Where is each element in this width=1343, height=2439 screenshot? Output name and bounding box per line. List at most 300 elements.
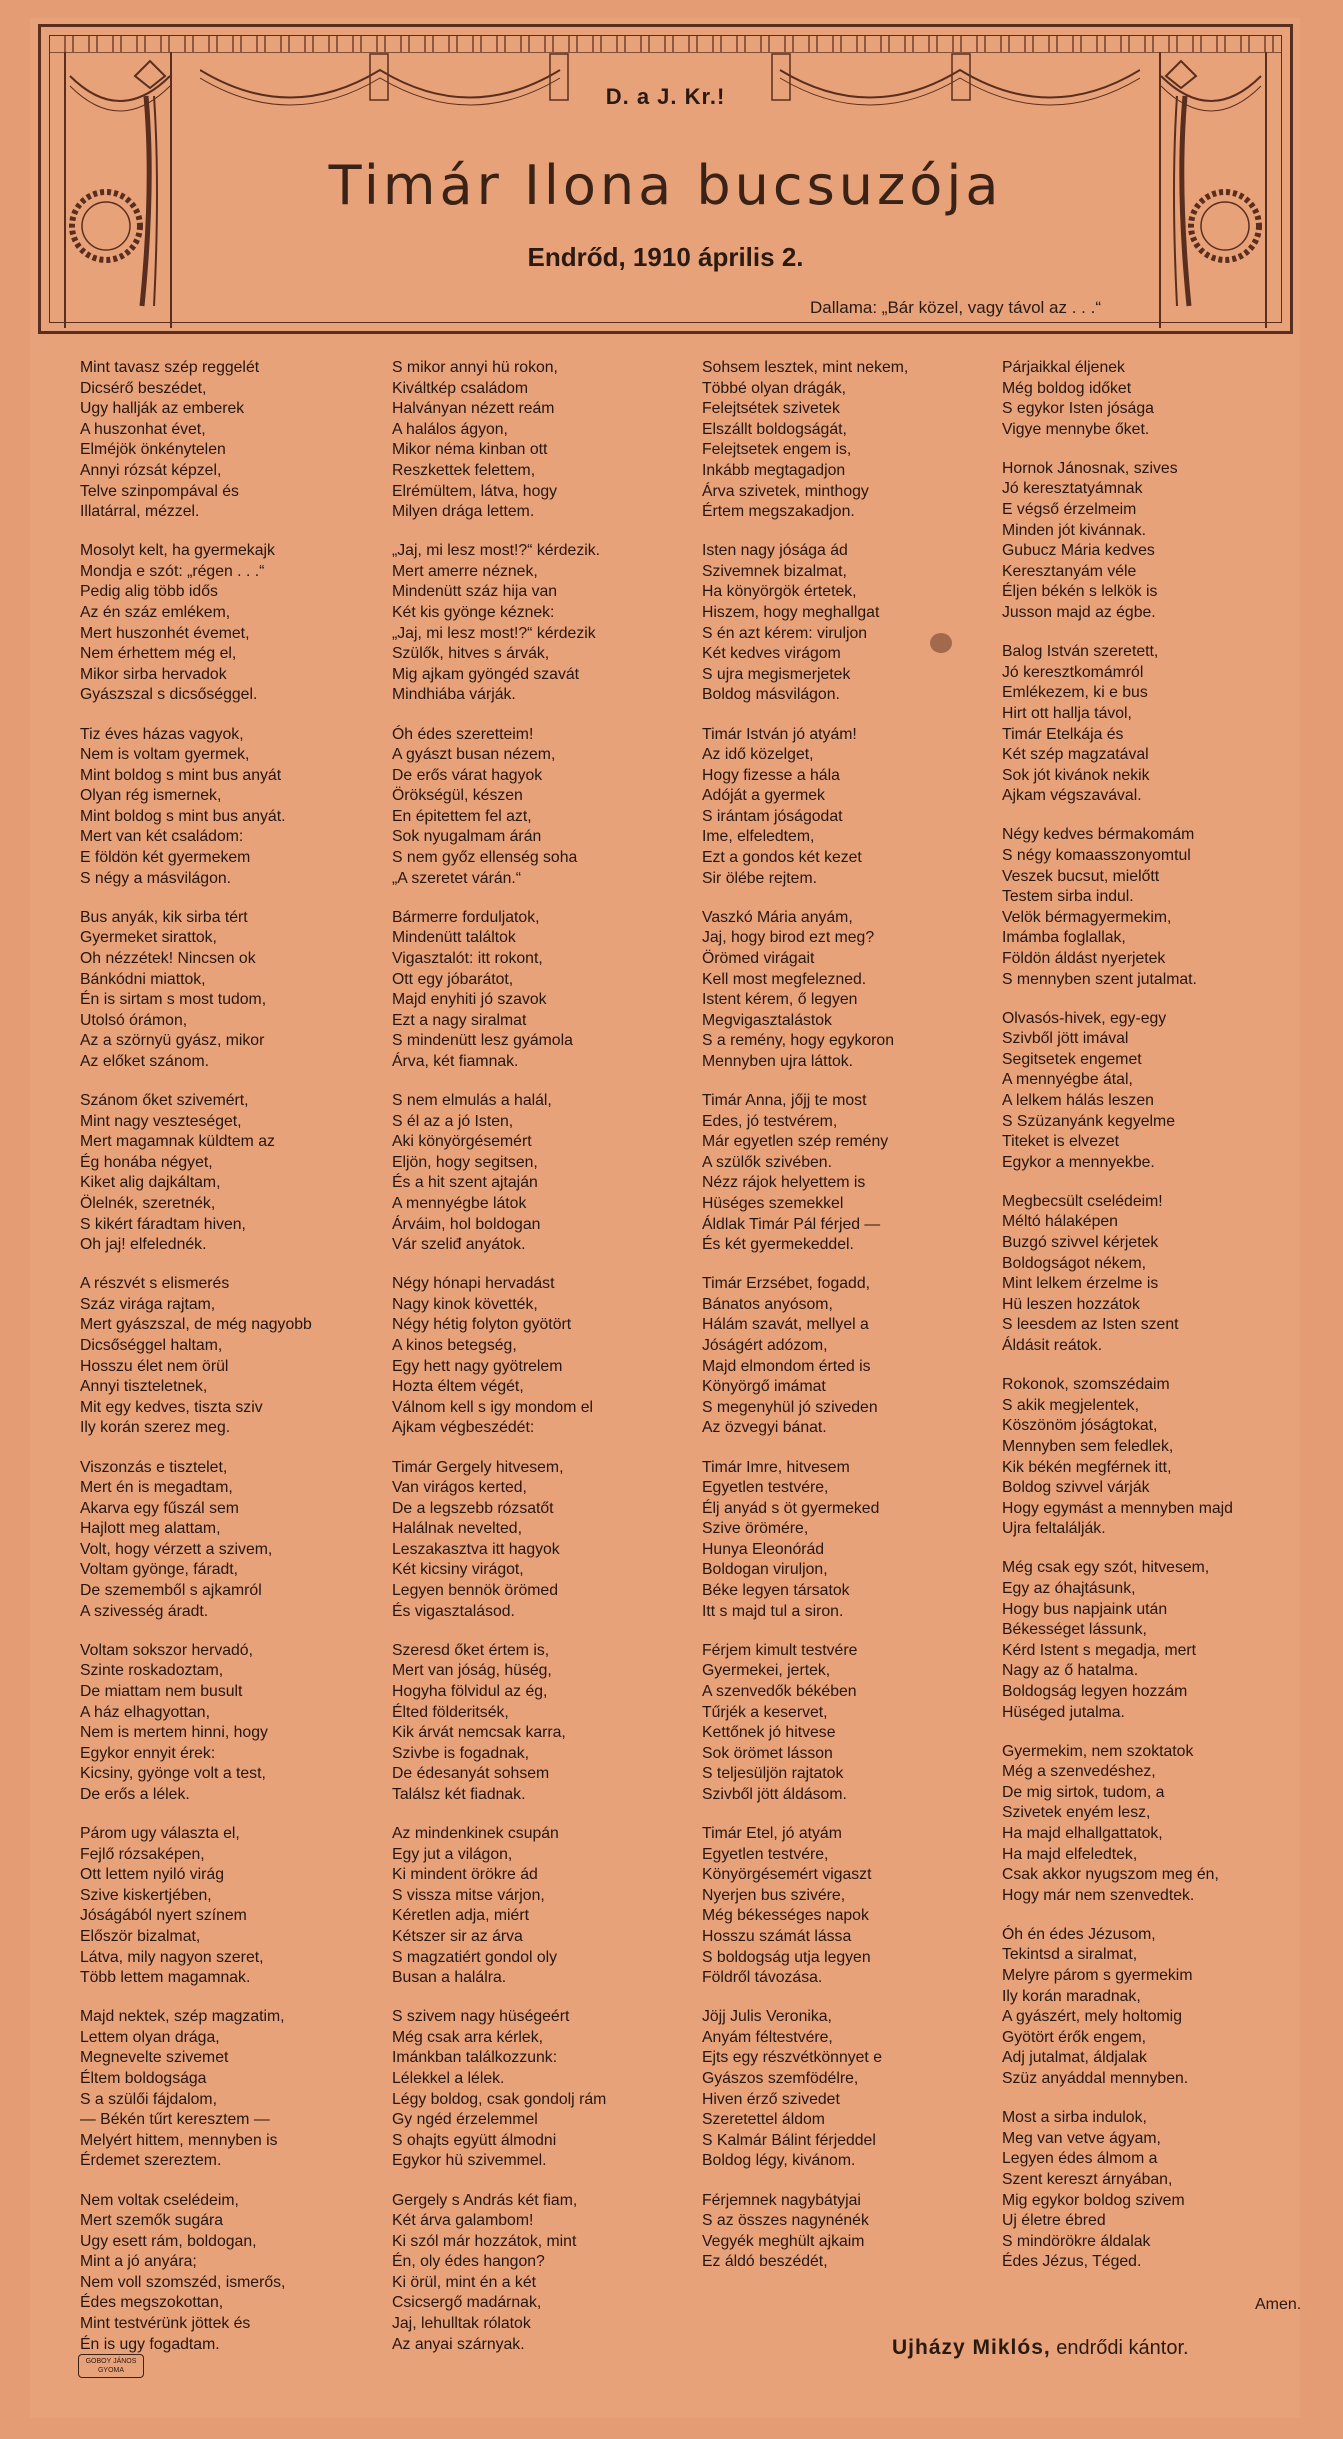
poem-line: Halálnak nevelted, [392,1520,522,1538]
stanza [1002,1925,1302,2090]
stanza [80,541,380,706]
poem-line: Kérd Istent s megadja, mert [1002,1641,1197,1659]
poem-line: S az összes nagynénék [702,2212,869,2230]
stanza [392,725,692,890]
poem-line: Egyetlen testvére, [702,1845,829,1863]
poem-line: De a legszebb rózsatőt [392,1499,554,1517]
poem-line: Szivbe is fogadnak, [392,1744,529,1762]
poem-line: S négy a másvilágon. [80,869,232,887]
poem-line: Melyért hittem, mennyben is [80,2131,278,2149]
ink-stain [930,633,952,653]
poem-line: Sohsem lesztek, mint nekem, [702,359,909,376]
poem-line: Mint boldog s mint bus anyát [80,766,282,784]
poem-line: Még csak egy szót, hitvesem, [1002,1559,1210,1577]
poem-line: Boldog légy, kivánom. [702,2152,856,2170]
poem-line: Az előket szánom. [80,1052,210,1070]
poem-line: Ujra feltalálják. [1002,1520,1106,1538]
poem-line: S boldogság utja legyen [702,1948,871,1966]
poem-line: Boldogan viruljon, [702,1561,828,1579]
poem-line: Reszkettek felettem, [392,461,536,479]
poem-line: Ily korán maradnak, [1002,1987,1141,2005]
poem-line: Keresztanyám véle [1002,562,1137,580]
place-date-line: Endrőd, 1910 április 2. [527,242,804,272]
poem-line: Bármerre forduljatok, [392,908,540,926]
poem-line: Hosszu számát lássa [702,1927,852,1945]
poem-line: Még békességes napok [702,1907,869,1925]
poem-line: Négy hónapi hervadást [392,1275,555,1293]
stanza [392,2007,692,2172]
poem-line: Párjaikkal éljenek [1002,359,1125,376]
poem-line: Megnevelte szivemet [80,2049,229,2067]
poem-line: A gyászért, mely holtomig [1002,2008,1182,2026]
stanza [702,2191,1002,2273]
poem-line: Aki könyörgésemért [392,1133,532,1151]
poem-line: Én is sirtam s most tudom, [80,991,267,1009]
poem-line: Balog István szeretett, [1002,643,1159,661]
poem-line: Oh nézzétek! Nincsen ok [80,949,256,967]
poem-line: Van virágos kerted, [392,1479,527,1497]
poem-line: Szinte roskadoztam, [80,1662,224,1680]
poem-line: Hunya Eleonórád [702,1540,825,1558]
poem-line: A huszonhat évet, [80,420,206,438]
poem-line: A ház elhagyottan, [80,1703,210,1721]
poem-line: Halványan nézett reám [392,400,555,418]
poem-line: A szülők szivében. [702,1153,832,1171]
poem-line: Hirt ott hallja távol, [1002,704,1132,722]
poem-line: Szivemnek bizalmat, [702,562,847,580]
poem-line: Több lettem magamnak. [80,1969,251,1987]
poem-line: Sok örömet lásson [702,1744,833,1762]
poem-line: Jó keresztatyámnak [1002,480,1143,498]
poem-line: Imámba foglallak, [1002,929,1126,947]
poem-line: Férjemnek nagybátyjai [702,2191,861,2209]
poem-line: Gy ngéd érzelemmel [392,2111,538,2129]
poem-line: Gyermekim, nem szoktatok [1002,1742,1194,1760]
poem-line: Jó keresztkomámról [1002,663,1144,681]
poem-line: Ölelnék, szeretnék, [80,1194,216,1212]
poem-line: Akarva egy fűszál sem [80,1499,239,1517]
poem-line: A lelkem hálás leszen [1002,1092,1154,1109]
poem-line: Minden jót kivánnak. [1002,521,1147,539]
poem-line: Boldog másvilágon. [702,686,840,704]
poem-line: Timár Erzsébet, fogadd, [702,1275,870,1293]
poem-line: Értem megszakadjon. [702,503,855,521]
poem-line: Ez áldó beszédét, [702,2253,828,2271]
poem-line: Édes megszokottan, [80,2294,224,2312]
stanza [1002,1742,1302,1907]
poem-line: Mert szemők sugára [80,2212,224,2230]
stanza [702,908,1002,1073]
poem-line: De erős a lélek. [80,1785,190,1803]
poem-line: Gyászos szemfödélre, [702,2070,859,2088]
poem-line: Voltam gyönge, fáradt, [80,1561,239,1579]
poem-column-4 [1002,358,1302,2291]
poem-line: Mert én is megadtam, [80,1479,233,1497]
poem-line: Bánkódni miattok, [80,970,206,988]
poem-line: Edes, jó testvérem, [702,1112,838,1130]
poem-line: Méltó hálaképen [1002,1213,1118,1231]
poem-line: Mosolyt kelt, ha gyermekajk [80,542,275,560]
poem-line: Elméjök önkénytelen [80,441,226,459]
stanza [80,1824,380,1989]
poem-line: Mig ajkam gyöngéd szavát [392,665,580,683]
stanza [1002,1192,1302,1357]
poem-line: Milyen drága lettem. [392,503,535,521]
poem-line: Timár Gergely hitvesem, [392,1458,564,1476]
poem-line: Élj anyád s öt gyermeked [702,1499,880,1517]
poem-line: Adj jutalmat, áldjalak [1002,2049,1147,2067]
poem-line: És a hit szent ajtaján [392,1174,538,1192]
poem-line: Ajkam végbeszédét: [392,1419,535,1437]
author-role: endrődi kántor. [1050,2337,1189,2359]
poem-line: S leesdem az Isten szent [1002,1316,1179,1334]
poem-line: Ugy esett rám, boldogan, [80,2232,257,2250]
stanza [702,541,1002,706]
poem-line: Ki mindent örökre ád [392,1866,538,1884]
poem-line: Örökségül, készen [392,787,523,805]
poem-line: Ki örül, mint én a két [392,2273,536,2291]
stanza [702,1091,1002,1256]
poem-line: Nagy kinok követték, [392,1295,538,1313]
poem-line: S nem győz ellenség soha [392,849,578,867]
poem-line: Vaszkó Mária anyám, [702,908,853,926]
poem-line: Két kis gyönge kéznek: [392,604,555,622]
poem-line: Kik árvát nemcsak karra, [392,1724,566,1742]
poem-line: A gyászt busan nézem, [392,746,556,764]
poem-line: Hüséges szemekkel [702,1194,844,1212]
poem-line: Nem voltak cselédeim, [80,2191,239,2209]
poem-line: Nagy az ő hatalma. [1002,1662,1139,1680]
poem-line: Vegyék meghült ajkaim [702,2232,865,2250]
dedication-text: D. a J. Kr.! [605,84,726,109]
poem-line: Válnom kell s igy mondom el [392,1398,594,1416]
poem-line: S négy komaasszonyomtul [1002,846,1191,864]
poem-line: Egyetlen testvére, [702,1479,829,1497]
stanza [392,2191,692,2356]
poem-line: Hosszu élet nem örül [80,1357,229,1375]
stanza [1002,642,1302,807]
poem-line: Jaj, hogy birod ezt meg? [702,929,875,947]
poem-line: Még boldog időket [1002,379,1132,397]
poem-line: S szivem nagy hüségeért [392,2008,570,2026]
poem-line: Látva, mily nagyon szeret, [80,1948,264,1966]
poem-line: Nem érhettem még el, [80,645,237,663]
poem-line: Ott lettem nyiló virág [80,1866,224,1884]
closing-amen: Amen. [1255,2296,1302,2313]
poem-line: Férjem kimult testvére [702,1641,858,1659]
poem-line: Ejts egy részvétkönnyet e [702,2049,882,2067]
broadside-sheet [30,18,1300,2418]
poem-line: S a remény, hogy egykoron [702,1032,895,1050]
poem-line: Kicsiny, gyönge volt a test, [80,1765,266,1783]
poem-line: S mennyben szent jutalmat. [1002,970,1197,988]
poem-line: Boldogságot nékem, [1002,1254,1147,1272]
poem-line: Köszönöm jóságtokat, [1002,1417,1158,1435]
poem-line: S él az a jó Isten, [392,1112,514,1130]
poem-line: Dicsőséggel haltam, [80,1337,223,1355]
poem-line: Velök bérmagyermekim, [1002,908,1172,926]
poem-line: Mennyben ujra láttok. [702,1052,854,1070]
poem-line: Jóságért adózom, [702,1337,828,1355]
poem-line: Elszállt boldogságát, [702,420,847,438]
poem-line: Hogy már nem szenvedtek. [1002,1886,1195,1904]
poem-line: Mert magamnak küldtem az [80,1133,275,1151]
poem-line: Elrémültem, látva, hogy [392,482,558,500]
poem-line: Ha majd elhallgattatok, [1002,1825,1163,1842]
poem-line: S Szüzanyánk kegyelme [1002,1112,1175,1130]
poem-line: S teljesüljön rajtatok [702,1765,844,1783]
poem-line: Legyen édes álmom a [1002,2150,1158,2168]
poem-line: Hiszem, hogy meghallgat [702,604,880,622]
poem-line: Gyermeket sirattok, [80,929,217,947]
poem-line: Légy boldog, csak gondolj rám [392,2090,607,2108]
poem-line: Kéretlen adja, miért [392,1907,529,1925]
poem-line: Oh jaj! elfelednék. [80,1236,207,1254]
poem-line: Uj életre ébred [1002,2212,1106,2230]
poem-line: Felejtsétek szivetek [702,400,840,418]
poem-line: Szive örömére, [702,1520,809,1538]
poem-line: Titeket is elvezet [1002,1133,1120,1151]
author-signature [892,2336,1189,2360]
poem-line: Busan a halálra. [392,1969,507,1987]
poem-line: Csicsergő madárnak, [392,2294,542,2312]
poem-line: Szüz anyáddal mennyben. [1002,2070,1189,2088]
stanza [1002,1009,1302,1174]
poem-line: Ott egy jóbarátot, [392,970,514,988]
poem-line: Ki szól már hozzátok, mint [392,2232,577,2250]
poem-line: Nyerjen bus szivére, [702,1886,846,1904]
poem-line: Hü leszen hozzátok [1002,1295,1140,1313]
poem-line: Hornok Jánosnak, szives [1002,459,1178,477]
poem-line: Óh édes szeretteim! [392,725,534,743]
stanza [80,1641,380,1806]
stanza [1002,2108,1302,2273]
stanza [80,358,380,523]
poem-line: Lélekkel a lélek. [392,2070,505,2088]
poem-line: Segitsetek engemet [1002,1050,1142,1068]
poem-line: Száz virága rajtam, [80,1295,216,1313]
stanza [80,725,380,890]
poem-line: Két kicsiny virágot, [392,1561,524,1579]
poem-line: Földről távozása. [702,1969,823,1987]
poem-line: Érdemet szereztem. [80,2152,222,2170]
poem-line: Éltem boldogsága [80,2070,207,2088]
poem-line: — Békén tűrt keresztem — [80,2111,270,2129]
poem-line: Többé olyan drágák, [702,379,847,397]
poem-line: Olvasós-hivek, egy-egy [1002,1009,1167,1027]
poem-line: Ime, elfeledtem, [702,828,815,846]
poem-line: „Jaj, mi lesz most!?“ kérdezik [392,624,596,642]
poem-line: Mit egy kedves, tiszta sziv [80,1398,263,1416]
poem-line: Én is ugy fogadtam. [80,2335,220,2353]
poem-line: Két kedves virágom [702,645,841,663]
poem-line: Könyörgő imámat [702,1378,826,1396]
poem-line: Az anyai szárnyak. [392,2335,525,2353]
stanza [80,1274,380,1439]
poem-line: Felejtsetek engem is, [702,441,852,459]
poem-line: Pedig alig több idős [80,583,218,601]
poem-line: S vissza mitse várjon, [392,1886,545,1904]
poem-column-3 [702,358,1002,2291]
poem-line: Telve szinpompával és [80,482,239,500]
poem-line: Annyi rózsát képzel, [80,461,222,479]
poem-line: Még a szenvedéshez, [1002,1763,1156,1781]
poem-line: S ohajts együtt álmodni [392,2131,557,2149]
poem-line: Áldlak Timár Pál férjed — [702,1215,881,1233]
poem-line: Mindenütt száz hija van [392,583,558,601]
poem-line: A mennyégbe átal, [1002,1071,1133,1089]
poem-line: A halálos ágyon, [392,420,508,438]
poem-line: Mint tavasz szép reggelét [80,359,260,376]
poem-line: Bus anyák, kik sirba tért [80,908,248,926]
poem-line: En épitettem fel azt, [392,807,532,825]
stanza [1002,459,1302,624]
poem-line: Mig egykor boldog szivem [1002,2191,1185,2209]
poem-line: Mint a jó anyára; [80,2253,197,2271]
poem-line: Mennyben sem feledlek, [1002,1437,1174,1455]
poem-line: Hálám szavát, mellyel a [702,1316,869,1334]
poem-line: Jaj, lehulltak rólatok [392,2315,531,2333]
poem-line: Melyre párom s gyermekim [1002,1967,1193,1985]
poem-line: Isten nagy jósága ád [702,542,848,560]
poem-line: Illatárral, mézzel. [80,503,200,521]
stanza [80,2191,380,2356]
poem-line: Imánkban találkozzunk: [392,2049,558,2067]
poem-line: Hozta éltem végét, [392,1378,524,1396]
poem-line: Vigye mennybe őket. [1002,420,1150,438]
poem-line: Az özvegyi bánat. [702,1419,827,1437]
poem-line: Örömed virágait [702,949,815,967]
poem-line: Mert huszonhét évemet, [80,624,250,642]
poem-line: Szeretettel áldom [702,2111,825,2129]
poem-line: Ily korán szerez meg. [80,1419,231,1437]
poem-line: Egykor ennyit érek: [80,1744,216,1762]
poem-line: Ajkam végszavával. [1002,787,1142,805]
poem-line: Szive kiskertjében, [80,1886,212,1904]
poem-line: Egy hett nagy gyötrelem [392,1357,563,1375]
poem-line: Viszonzás e tisztelet, [80,1458,228,1476]
poem-line: E végső érzelmeim [1002,501,1137,519]
poem-line: Voltam sokszor hervadó, [80,1641,253,1659]
poem-line: „A szeretet várán.“ [392,869,522,887]
poem-line: „Jaj, mi lesz most!?“ kérdezik. [392,542,601,560]
poem-line: Most a sirba indulok, [1002,2109,1147,2127]
poem-line: Sok jót kivánok nekik [1002,766,1150,784]
poem-line: Szivetek enyém lesz, [1002,1804,1151,1822]
poem-line: Majd enyhiti jó szavok [392,991,547,1009]
poem-line: Párom ugy választa el, [80,1825,240,1842]
poem-line: Meg van vetve ágyam, [1002,2129,1161,2147]
poem-line: Nem is mertem hinni, hogy [80,1724,268,1742]
poem-line: Szülők, hitves s árvák, [392,645,550,663]
poem-line: Már egyetlen szép remény [702,1133,889,1151]
poem-line: Timár Imre, hitvesem [702,1458,850,1476]
poem-line: Hogy bus napjaink után [1002,1600,1168,1618]
stanza [702,358,1002,523]
poem-line: Tekintsd a siralmat, [1002,1946,1138,1964]
poem-line: Mert amerre néznek, [392,562,538,580]
poem-line: S mikor annyi hü rokon, [392,359,558,376]
poem-line: A mennyégbe látok [392,1194,527,1212]
poem-line: Mindhiába várják. [392,686,516,704]
poem-line: Kik békén megférnek itt, [1002,1458,1172,1476]
poem-line: Négy hétig folyton gyötört [392,1316,572,1334]
poem-line: S kikért fáradtam hiven, [80,1215,246,1233]
poem-line: Timár Etel, jó atyám [702,1825,842,1842]
poem-line: Egykor hü szivemmel. [392,2152,547,2170]
poem-line: Áldásit reátok. [1002,1337,1103,1355]
poem-line: Sir ölébe rejtem. [702,869,818,887]
poem-line: S egykor Isten jósága [1002,400,1154,418]
poem-line: Az a szörnyü gyász, mikor [80,1032,265,1050]
poem-line: Éljen békén s lelkök is [1002,583,1158,601]
poem-line: Lettem olyan drága, [80,2028,220,2046]
stanza [80,908,380,1073]
poem-line: Tiz éves házas vagyok, [80,725,244,743]
stanza [392,1824,692,1989]
poem-line: A kinos betegség, [392,1337,517,1355]
poem-line: Megvigasztalástok [702,1011,832,1029]
poem-line: Boldog szivvel várják [1002,1479,1150,1497]
poem-line: Hüséged jutalma. [1002,1703,1125,1721]
poem-line: Szivből jött imával [1002,1030,1129,1048]
stanza [1002,1375,1302,1540]
poem-line: Mint boldog s mint bus anyát. [80,807,286,825]
poem-line: Olyan rég ismernek, [80,787,222,805]
poem-line: Négy kedves bérmakomám [1002,826,1195,844]
stanza [702,1274,1002,1439]
poem-line: Legyen bennök örömed [392,1582,558,1600]
poem-line: Könyörgésemért vigaszt [702,1866,872,1884]
poem-line: Én, oly édes hangon? [392,2253,545,2271]
poem-line: Bánatos anyósom, [702,1295,833,1313]
poem-line: Egykor a mennyekbe. [1002,1153,1155,1171]
poem-line: Két szép magzatával [1002,746,1149,764]
poem-line: Még csak arra kérlek, [392,2028,543,2046]
poem-line: Mert gyászszal, de még nagyobb [80,1316,312,1334]
melody-note: Dallama: „Bár közel, vagy távol az . . .“ [810,298,1101,317]
poem-line: Szent kereszt árnyában, [1002,2170,1173,2188]
poem-line: Mikor sirba hervadok [80,665,227,683]
poem-line: Gyermekei, jertek, [702,1662,831,1680]
poem-line: Kiváltkép családom [392,379,529,397]
poem-line: Tűrjék a keservet, [702,1703,828,1721]
header-inner-border [49,35,1282,323]
poem-line: Szivből jött áldásom. [702,1785,847,1803]
poem-line: Majd elmondom érted is [702,1357,871,1375]
poem-line: Szeresd őket értem is, [392,1641,550,1659]
poem-line: S én azt kérem: viruljon [702,624,868,642]
poem-line: Kettőnek jó hitvese [702,1724,836,1742]
poem-line: Árva, két fiamnak. [392,1052,519,1070]
poem-line: Csak akkor nyugszom meg én, [1002,1866,1219,1884]
poem-line: Gyászszal s dicsőséggel. [80,686,258,704]
author-name: Ujházy Miklós, [892,2336,1051,2359]
stanza [1002,1558,1302,1723]
poem-line: Buzgó szivvel kérjetek [1002,1234,1159,1252]
stanza [1002,825,1302,990]
poem-line: Nézz rájok helyettem is [702,1174,866,1192]
stanza [702,1458,1002,1623]
stanza [392,1458,692,1623]
poem-line: Mint nagy veszteséget, [80,1112,242,1130]
poem-line: Utolsó órámon, [80,1011,188,1029]
poem-line: Anyám féltestvére, [702,2028,833,2046]
poem-line: De édesanyát sohsem [392,1765,550,1783]
stanza [702,725,1002,890]
poem-line: De szememből s ajkamról [80,1582,262,1600]
poem-line: Jóságából nyert színem [80,1907,247,1925]
